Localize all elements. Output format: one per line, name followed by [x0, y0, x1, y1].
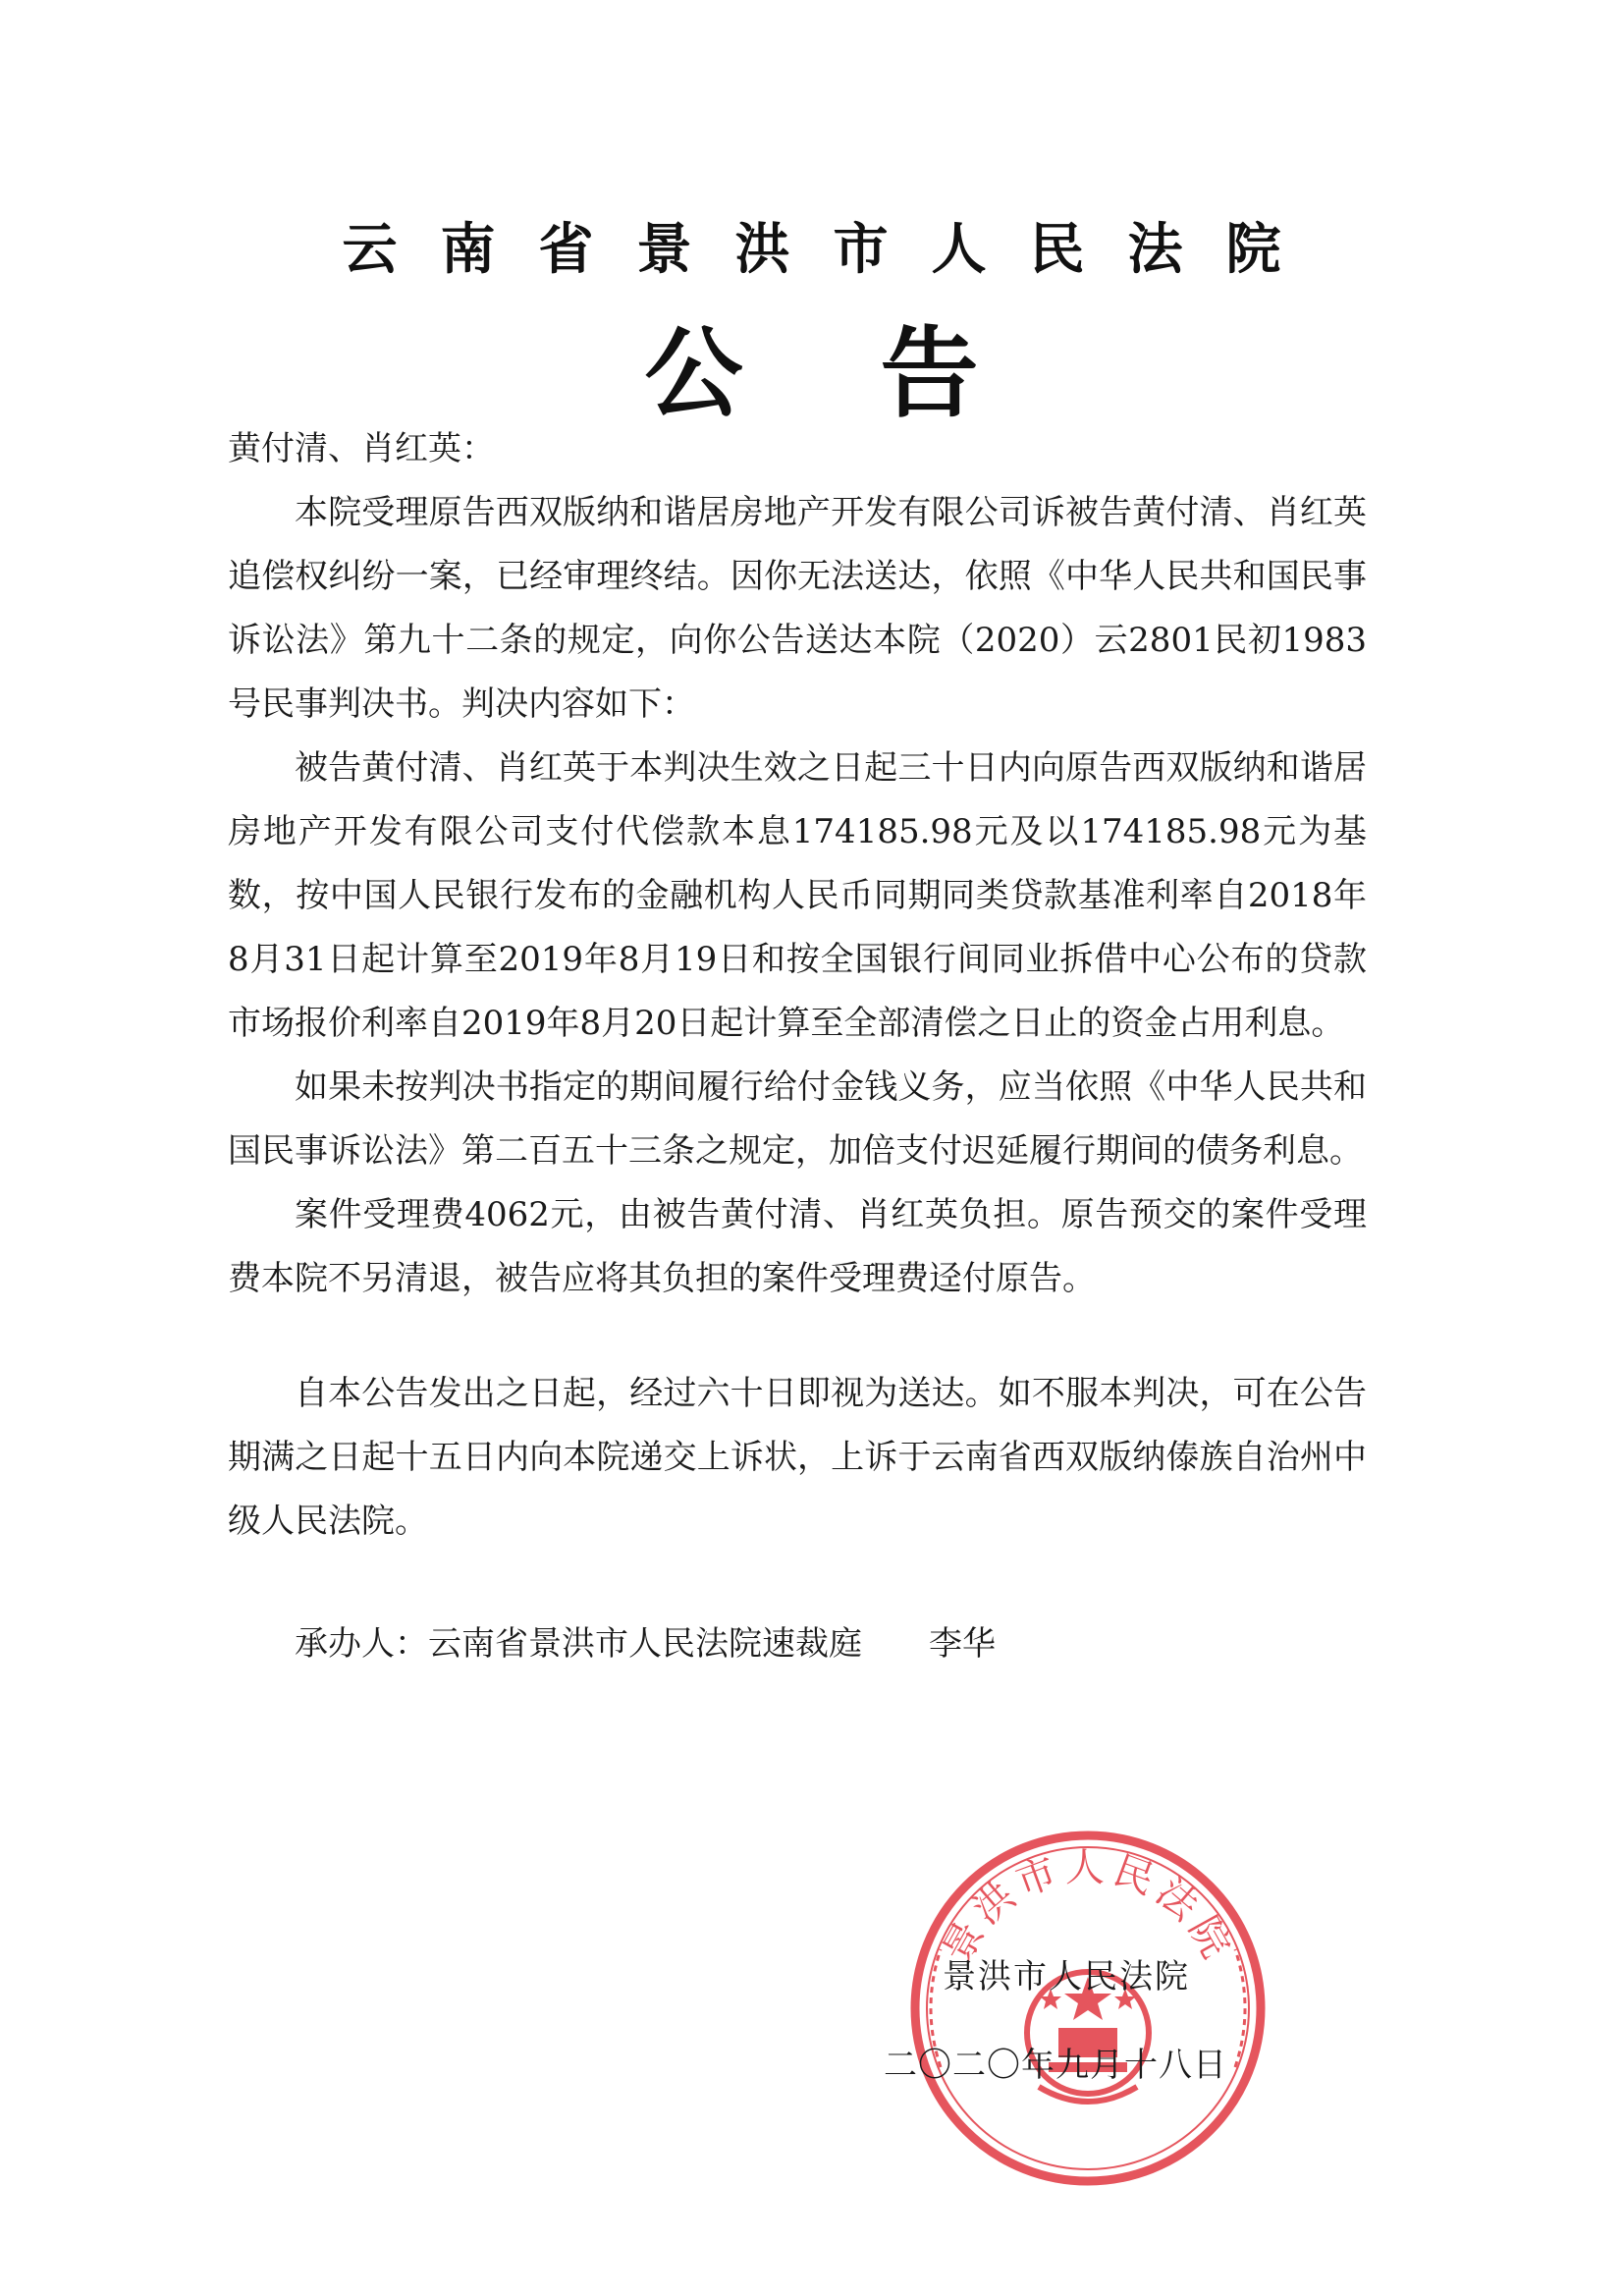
- document-title: 公告: [644, 316, 1116, 431]
- notice-body: [228, 417, 1367, 1676]
- signature-date: 二〇二〇年九月十八日: [884, 2046, 1227, 2085]
- signature-court: 景洪市人民法院: [943, 1957, 1190, 1996]
- handler-line: 承办人：云南省景洪市人民法院速裁庭 李华: [295, 1624, 996, 1664]
- paragraph-delay-interest: 如果未按判决书指定的期间履行给付金钱义务，应当依照《中华人民共和国民事诉讼法》第二百五十三条之规定，加倍支付迟延履行期间的债务利息。: [228, 1067, 1367, 1171]
- paragraph-service-clause: 自本公告发出之日起，经过六十日即视为送达。如不服本判决，可在公告期满之日起十五日内向本院递交上诉状，上诉于云南省西双版纳傣族自治州中级人民法院。: [228, 1374, 1367, 1541]
- seal-text: 景洪市人民法院: [934, 1845, 1242, 1971]
- paragraph-case-fee: 案件受理费4062元，由被告黄付清、肖红英负担。原告预交的案件受理费本院不另清退，被告应将其负担的案件受理费迳付原告。: [228, 1195, 1367, 1298]
- paragraph-case-summary: 本院受理原告西双版纳和谐居房地产开发有限公司诉被告黄付清、肖红英追偿权纠纷一案，已经审理终结。因你无法送达，依照《中华人民共和国民事诉讼法》第九十二条的规定，向你公告送达本院（2020）云2801民初1983号民事判决书。判决内容如下：: [228, 493, 1367, 724]
- paragraph-judgment: 被告黄付清、肖红英于本判决生效之日起三十日内向原告西双版纳和谐居房地产开发有限公司支付代偿款本息174185.98元及以174185.98元为基数，按中国人民银行发布的金融机构人民币同期同类贷款基准利率自2018年8月31日起计算至2019年8月19日和按全国银行间同业拆借中心公布的贷款市场报价利率自2019年8月20日起计算至全部清偿之日止的资金占用利息。: [228, 748, 1367, 1043]
- court-seal-icon: [901, 1822, 1274, 2195]
- court-name: 云南省景洪市人民法院: [342, 218, 1325, 282]
- addressee: 黄付清、肖红英：: [228, 429, 495, 468]
